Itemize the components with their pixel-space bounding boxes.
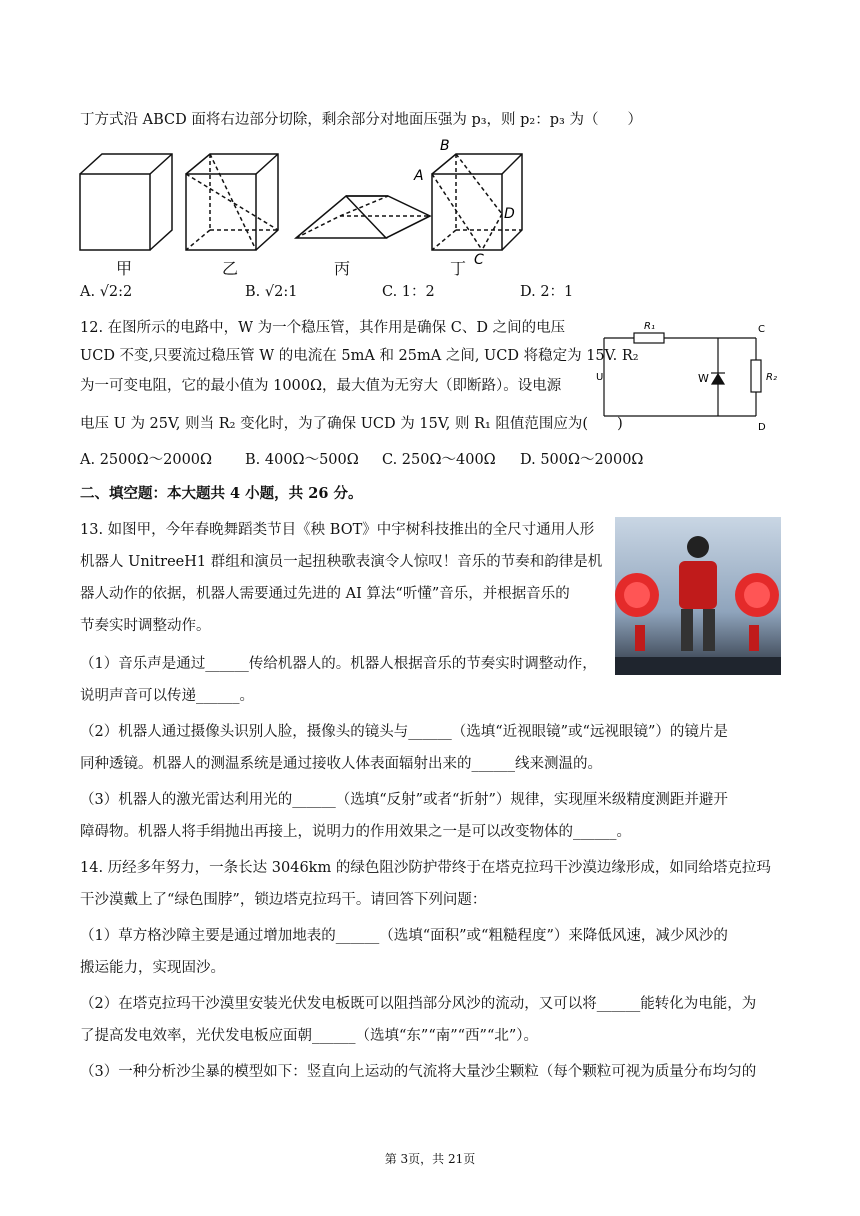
solid-figures	[0, 138, 860, 268]
circuit-diagram	[596, 318, 796, 438]
figure-label-ding: 丁	[450, 259, 467, 278]
q12-line-3: 为一可变电阻，它的最小值为 1000Ω，最大值为无穷大（即断路）。设电源	[80, 378, 562, 394]
d-label: D	[758, 422, 766, 433]
q12-option-b: B. 400Ω～500Ω	[245, 452, 359, 468]
figure-label-bing: 丙	[334, 259, 351, 278]
figure-ding	[432, 154, 522, 250]
q13-part1-line-1: （1）音乐声是通过______传给机器人的。机器人根据音乐的节奏实时调整动作，	[80, 656, 597, 672]
q14-part1-line-1: （1）草方格沙障主要是通过增加地表的______（选填“面积”或“粗糙程度”）来降低风速，减少风沙的	[80, 928, 728, 944]
q13-part2-line-2: 同种透镜。机器人的测温系统是通过接收人体表面辐射出来的______线来测温的。	[80, 756, 602, 772]
q11-option-c: C. 1：2	[382, 284, 435, 300]
point-b-label: B	[440, 138, 450, 154]
page-footer: 第 3页，共 21页	[384, 1152, 476, 1166]
q12-line-4: 电压 U 为 25V, 则当 R₂ 变化时，为了确保 UCD 为 15V, 则 R₁ 阻值范围应为( )	[80, 416, 623, 432]
q14-part3-line-1: （3）一种分析沙尘暴的模型如下：竖直向上运动的气流将大量沙尘颗粒（每个颗粒可视为质量分布均匀的	[80, 1064, 757, 1080]
q13-part3-line-1: （3）机器人的激光雷达利用光的______（选填“反射”或者“折射”）规律，实现厘米级精度测距并避开	[80, 792, 728, 808]
q14-part2-line-1: （2）在塔克拉玛干沙漠里安装光伏发电板既可以阻挡部分风沙的流动，又可以将______能转化为电能，为	[80, 996, 757, 1012]
q13-part2-line-1: （2）机器人通过摄像头识别人脸，摄像头的镜头与______（选填“近视眼镜”或“远视眼镜”）的镜片是	[80, 724, 728, 740]
point-d-label: D	[504, 206, 515, 222]
q13-line-2: 机器人 UnitreeH1 群组和演员一起扭秧歌表演令人惊叹！音乐的节奏和韵律是机	[80, 554, 603, 570]
r2-label: R₂	[766, 372, 777, 383]
q13-line-4: 节奏实时调整动作。	[80, 618, 211, 634]
q11-option-b: B. √2:1	[245, 284, 298, 300]
q14-line-1: 14. 历经多年努力，一条长达 3046km 的绿色阻沙防护带终于在塔克拉玛干沙漠边缘形成，如同给塔克拉玛	[80, 860, 771, 876]
question-11-continuation: 丁方式沿 ABCD 面将右边部分切除，剩余部分对地面压强为 p₃，则 p₂：p₃ 为（ ）	[80, 112, 642, 128]
q14-line-2: 干沙漠戴上了“绿色围脖”，锁边塔克拉玛干。请回答下列问题：	[80, 892, 487, 908]
q12-option-a: A. 2500Ω～2000Ω	[80, 452, 213, 468]
q12-option-c: C. 250Ω～400Ω	[382, 452, 496, 468]
figure-bing	[296, 196, 430, 238]
point-a-label: A	[414, 168, 424, 184]
q14-part1-line-2: 搬运能力，实现固沙。	[80, 960, 225, 976]
q14-part2-line-2: 了提高发电效率，光伏发电板应面朝______（选填“东”“南”“西”“北”）。	[80, 1028, 539, 1044]
c-label: C	[758, 324, 765, 335]
w-label: W	[698, 372, 709, 385]
q12-line-2: UCD 不变,只要流过稳压管 W 的电流在 5mA 和 25mA 之间, UCD 将稳定为 15V. R₂	[80, 348, 639, 364]
r1-label: R₁	[644, 321, 655, 332]
q13-line-1: 13. 如图甲，今年春晚舞蹈类节目《秧 BOT》中宇树科技推出的全尺寸通用人形	[80, 522, 595, 538]
q13-part1-line-2: 说明声音可以传递______。	[80, 688, 254, 704]
figure-label-jia: 甲	[116, 259, 133, 278]
q11-option-a: A. √2:2	[80, 284, 133, 300]
q12-option-d: D. 500Ω～2000Ω	[520, 452, 644, 468]
section-2-heading: 二、填空题：本大题共 4 小题，共 26 分。	[80, 485, 363, 502]
figure-label-yi: 乙	[222, 259, 239, 278]
u-label: U	[596, 372, 604, 383]
figure-yi	[186, 154, 278, 250]
robot-performance-image	[615, 517, 781, 675]
q11-option-d: D. 2：1	[520, 284, 574, 300]
q13-part3-line-2: 障碍物。机器人将手绢抛出再接上，说明力的作用效果之一是可以改变物体的______。	[80, 824, 631, 840]
q13-line-3: 器人动作的依据，机器人需要通过先进的 AI 算法“听懂”音乐，并根据音乐的	[80, 586, 570, 602]
q12-line-1: 12. 在图所示的电路中，W 为一个稳压管，其作用是确保 C、D 之间的电压	[80, 320, 566, 336]
figure-jia	[80, 154, 172, 250]
point-c-label: C	[474, 252, 484, 268]
